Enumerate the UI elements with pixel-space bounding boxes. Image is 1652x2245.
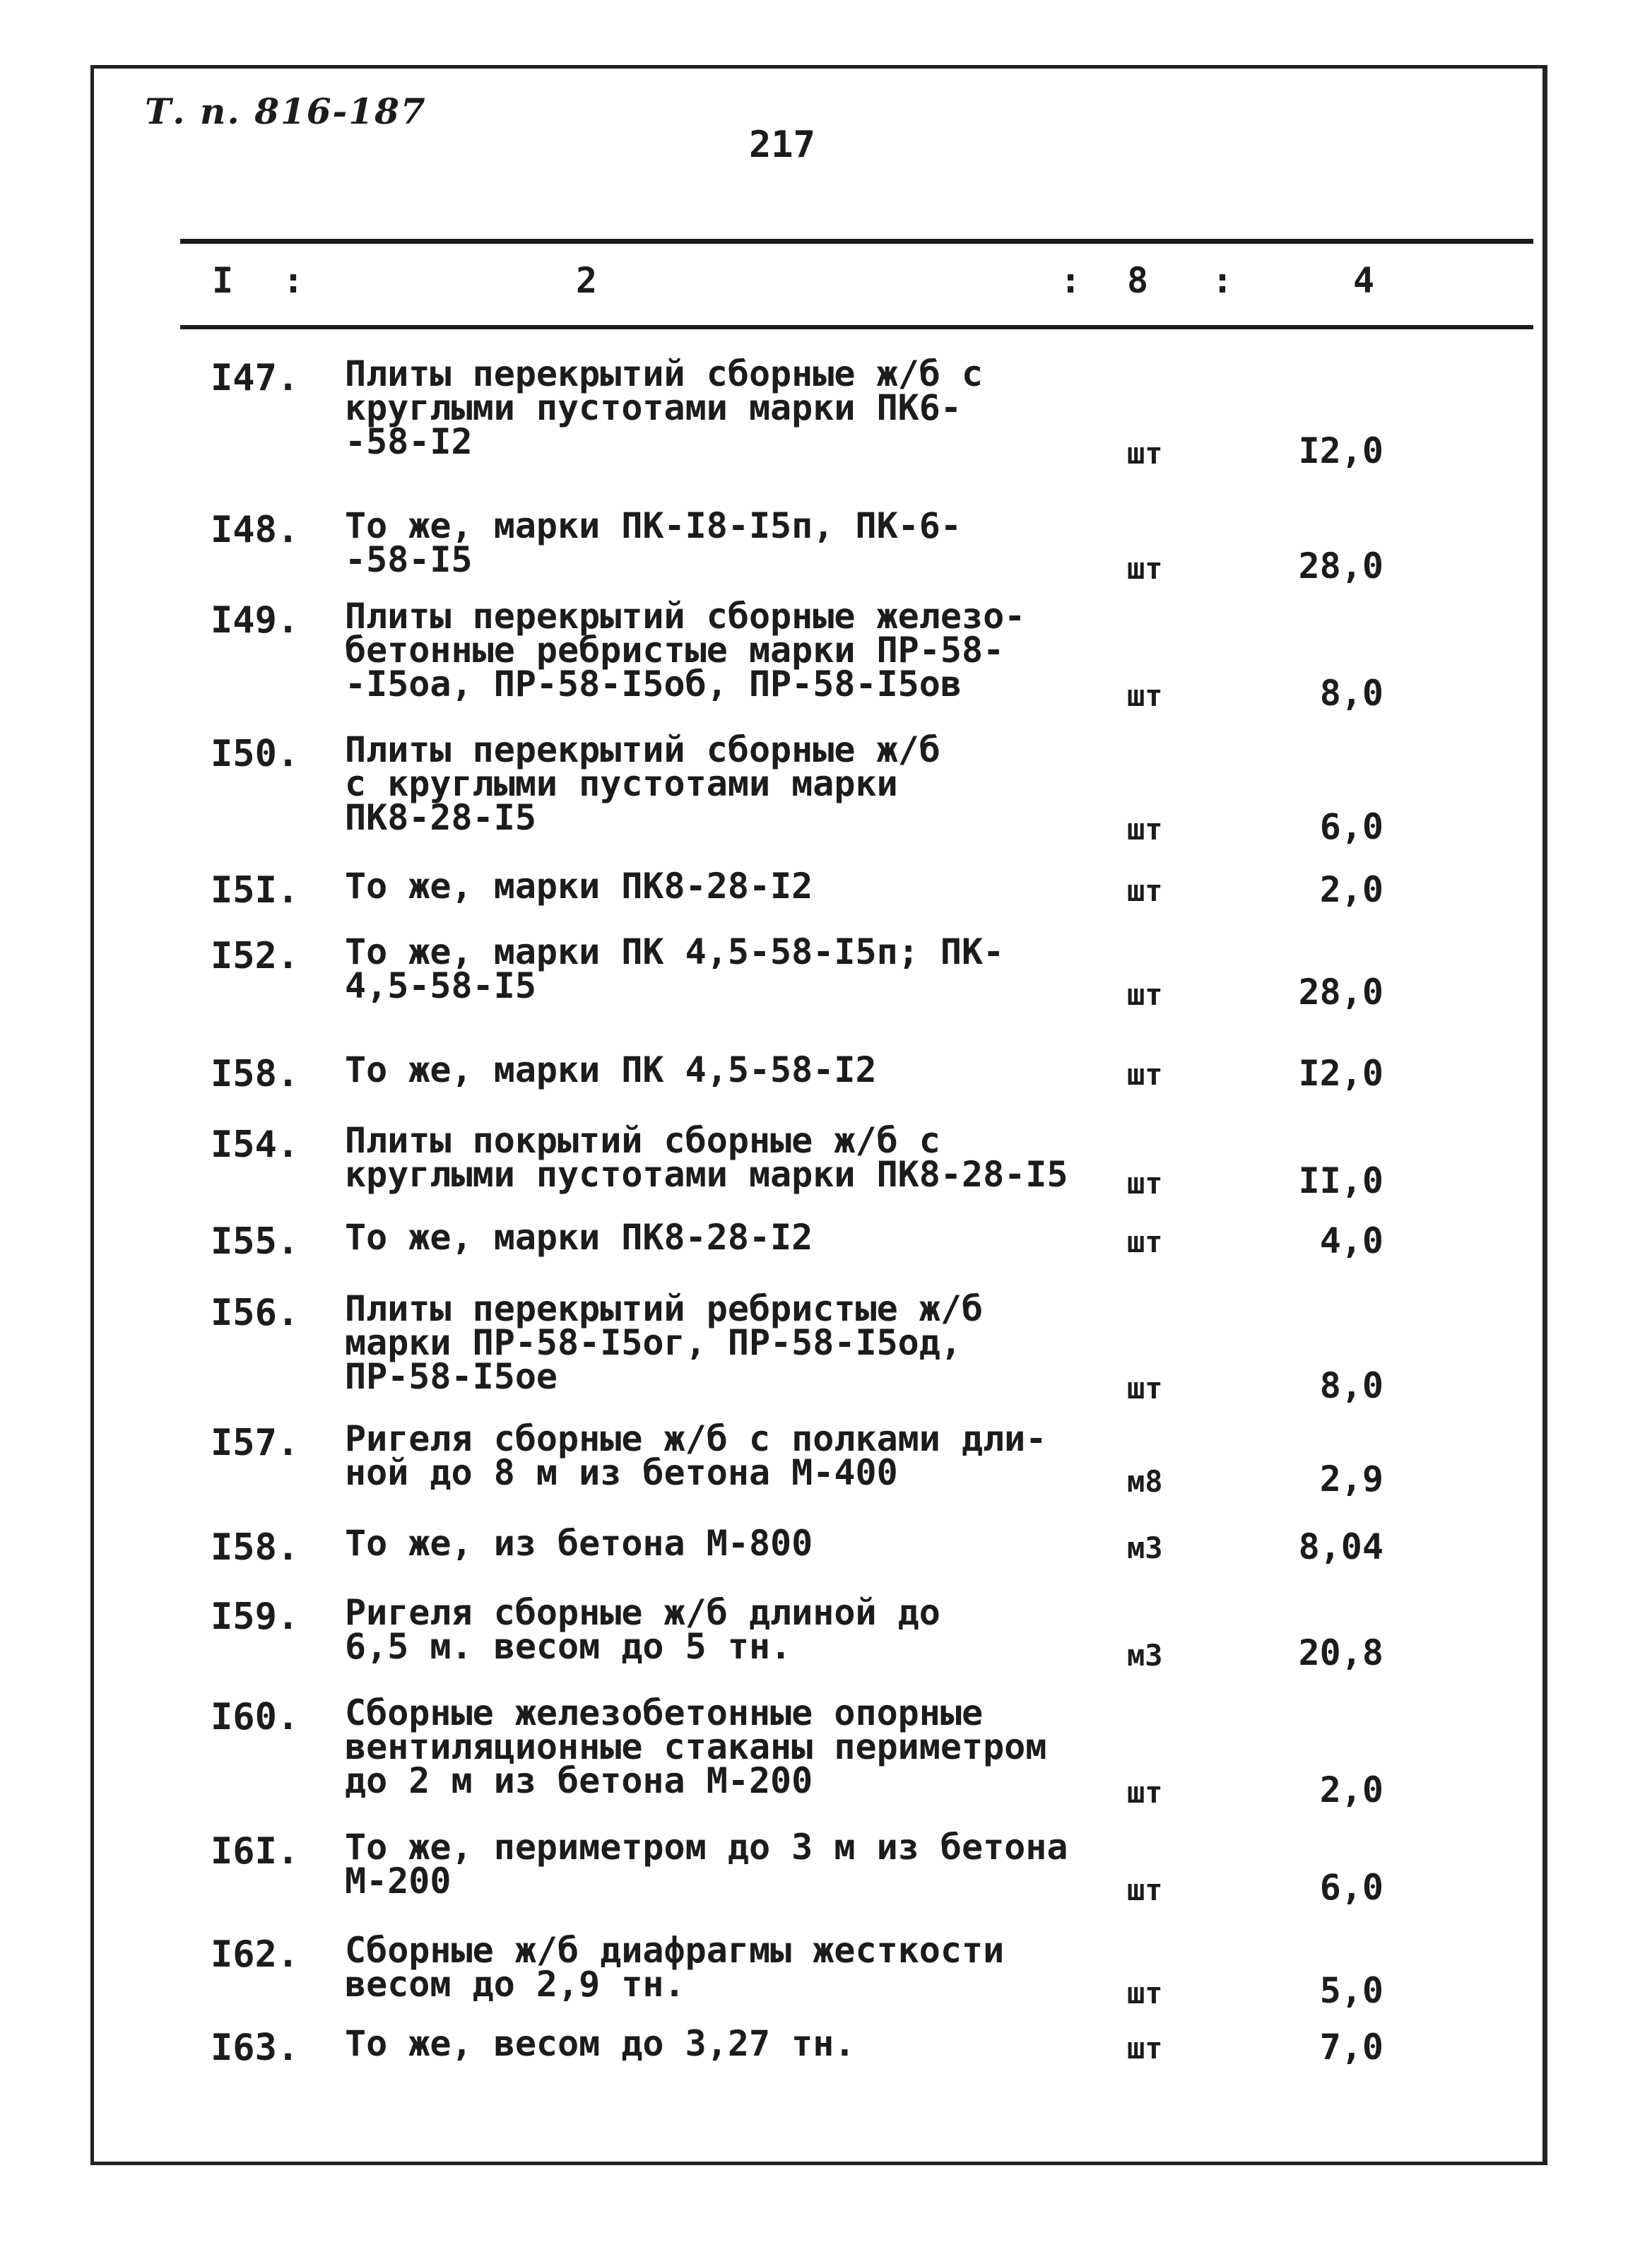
row-unit: шт <box>1127 1371 1163 1406</box>
row-number: I47. <box>211 357 300 399</box>
row-number: I48. <box>211 509 300 551</box>
row-description: То же, из бетона М-800 <box>345 1523 813 1564</box>
row-unit: шт <box>1127 1873 1163 1907</box>
row-quantity: I2,0 <box>1298 430 1383 471</box>
row-description: То же, весом до 3,27 тн. <box>345 2023 856 2064</box>
row-description: Ригеля сборные ж/б длиной до 6,5 м. весом до 5 тн. <box>345 1592 940 1667</box>
row-number: I58. <box>211 1526 300 1569</box>
column-separator: : <box>283 260 305 301</box>
row-quantity: 20,8 <box>1298 1632 1383 1673</box>
header-bottom-rule <box>180 325 1533 329</box>
row-quantity: II,0 <box>1298 1160 1383 1201</box>
row-quantity: 8,0 <box>1319 673 1383 714</box>
row-quantity: 2,0 <box>1319 869 1383 910</box>
row-description: Плиты перекрытий сборные ж/б с круглыми пустотами марки ПК6- -58-I2 <box>345 353 984 462</box>
header-top-rule <box>180 239 1533 244</box>
column-header-2: 2 <box>576 260 598 301</box>
row-quantity: 2,9 <box>1319 1459 1383 1499</box>
document-reference: Т. п. 816-187 <box>145 90 427 132</box>
row-unit: шт <box>1127 551 1163 586</box>
row-number: I50. <box>211 733 300 775</box>
row-quantity: 8,0 <box>1319 1365 1383 1406</box>
row-quantity: 7,0 <box>1319 2027 1383 2068</box>
row-description: Плиты перекрытий сборные ж/б с круглыми пустотами марки ПК8-28-I5 <box>345 729 940 838</box>
row-number: I52. <box>211 935 300 977</box>
row-quantity: 8,04 <box>1298 1526 1383 1567</box>
row-number: I6I. <box>211 1830 300 1873</box>
row-quantity: 28,0 <box>1298 972 1383 1013</box>
row-description: То же, марки ПК8-28-I2 <box>345 1217 813 1258</box>
row-description: То же, марки ПК-I8-I5п, ПК-6- -58-I5 <box>345 505 962 580</box>
row-number: I59. <box>211 1596 300 1638</box>
row-number: I57. <box>211 1422 300 1464</box>
row-unit: шт <box>1127 1057 1163 1092</box>
row-quantity: 6,0 <box>1319 806 1383 847</box>
row-description: Плиты покрытий сборные ж/б с круглыми пустотами марки ПК8-28-I5 <box>345 1120 1068 1195</box>
page-number: 217 <box>749 124 815 166</box>
column-separator: : <box>1060 260 1082 301</box>
row-unit: шт <box>1127 1166 1163 1201</box>
row-unit: м8 <box>1127 1464 1163 1499</box>
row-number: I5I. <box>211 869 300 912</box>
row-number: I55. <box>211 1220 300 1263</box>
row-unit: шт <box>1127 1976 1163 2010</box>
row-number: I58. <box>211 1053 300 1095</box>
row-description: То же, марки ПК8-28-I2 <box>345 866 813 907</box>
column-header-1: I <box>212 260 234 301</box>
row-unit: шт <box>1127 1225 1163 1259</box>
column-separator: : <box>1212 260 1234 301</box>
row-description: То же, марки ПК 4,5-58-I5п; ПК- 4,5-58-I5 <box>345 931 1005 1006</box>
row-quantity: 6,0 <box>1319 1867 1383 1908</box>
row-description: Ригеля сборные ж/б с полками дли- ной до 8 м из бетона М-400 <box>345 1418 1047 1493</box>
row-description: То же, периметром до 3 м из бетона М-200 <box>345 1827 1068 1902</box>
row-quantity: 4,0 <box>1319 1220 1383 1261</box>
row-unit: шт <box>1127 436 1163 471</box>
row-number: I49. <box>211 599 300 642</box>
row-quantity: I2,0 <box>1298 1053 1383 1094</box>
row-unit: шт <box>1127 977 1163 1012</box>
column-header-3: 8 <box>1127 260 1149 301</box>
row-unit: шт <box>1127 873 1163 908</box>
row-unit: м3 <box>1127 1531 1163 1565</box>
row-unit: шт <box>1127 678 1163 713</box>
column-header-4: 4 <box>1353 260 1375 301</box>
row-description: Плиты перекрытий ребристые ж/б марки ПР-58-I5ог, ПР-58-I5од, ПР-58-I5ое <box>345 1288 984 1397</box>
row-number: I62. <box>211 1933 300 1976</box>
row-quantity: 5,0 <box>1319 1970 1383 2011</box>
row-number: I63. <box>211 2027 300 2069</box>
row-unit: шт <box>1127 812 1163 847</box>
row-number: I54. <box>211 1124 300 1166</box>
row-unit: шт <box>1127 1775 1163 1810</box>
row-quantity: 2,0 <box>1319 1769 1383 1810</box>
row-description: Сборные железобетонные опорные вентиляционные стаканы периметром до 2 м из бетона М-200 <box>345 1692 1047 1801</box>
row-description: Плиты перекрытий сборные железо- бетонные ребристые марки ПР-58- -I5оа, ПР-58-I5об, ПР-58-I5ов <box>345 596 1026 705</box>
row-unit: шт <box>1127 2031 1163 2066</box>
row-unit: м3 <box>1127 1638 1163 1673</box>
row-quantity: 28,0 <box>1298 546 1383 587</box>
row-description: То же, марки ПК 4,5-58-I2 <box>345 1049 877 1090</box>
row-number: I60. <box>211 1696 300 1738</box>
row-description: Сборные ж/б диафрагмы жесткости весом до 2,9 тн. <box>345 1930 1005 2005</box>
row-number: I56. <box>211 1292 300 1334</box>
